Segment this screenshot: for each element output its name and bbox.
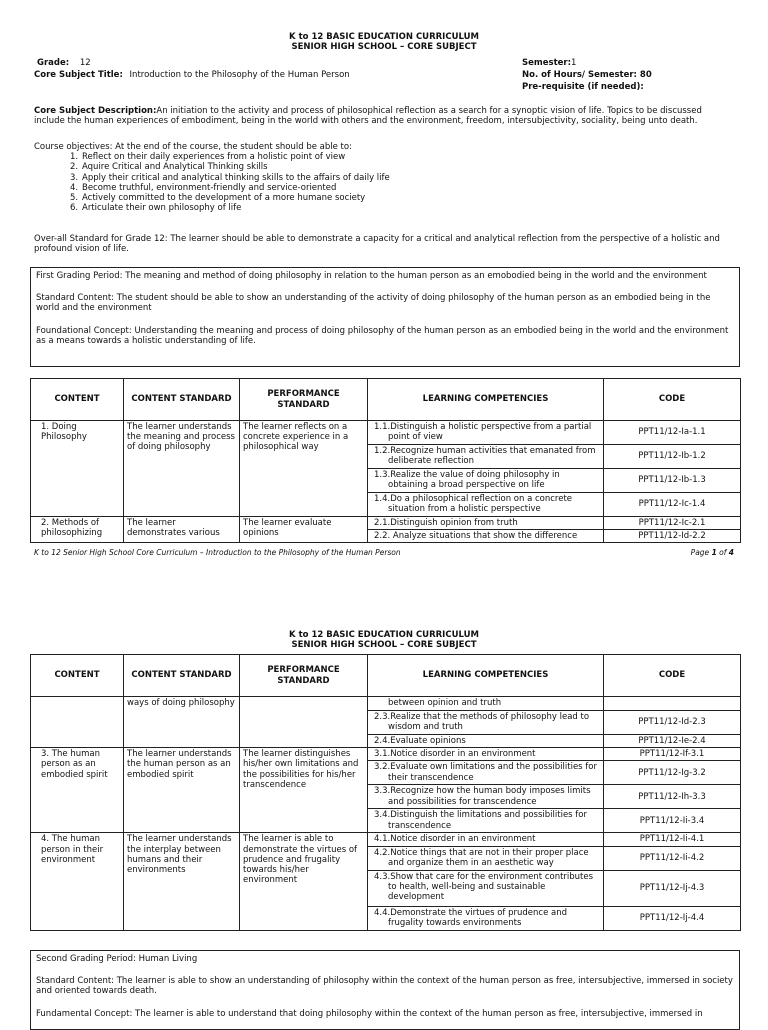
- learning-competency: 4.1.Notice disorder in an environment: [368, 833, 604, 846]
- header-learning-competencies: LEARNING COMPETENCIES: [368, 379, 604, 421]
- objectives-intro: Course objectives: At the end of the course, the student should be able to:: [34, 142, 352, 152]
- competency-code: [604, 697, 741, 711]
- description-text: An initiation to the activity and process of philosophical reflection as a search for a synoptic vision of life. Topics to be discussed include the human experiences of embodiment, being in the world with others and the environment, freedom, intersubjectivity, sociality, being unto death.: [34, 106, 702, 127]
- hours-value: 80: [639, 70, 652, 80]
- table-row: [31, 421, 741, 445]
- first-grading-box: [30, 267, 740, 367]
- table-header-row: [31, 379, 741, 421]
- page-footer-title: K to 12 Senior High School Core Curriculum – Introduction to the Philosophy of the Human Person: [34, 548, 401, 557]
- learning-competency: 2.4.Evaluate opinions: [368, 735, 604, 748]
- second-standard-content: Standard Content: The learner is able to show an understanding of philosophy within the context of the human person as free, intersubjective, immersed in society and oriented towards death.: [36, 976, 733, 997]
- semester-line: [522, 58, 576, 68]
- header-line-2: SENIOR HIGH SCHOOL – CORE SUBJECT: [291, 42, 477, 53]
- competency-table-page-2: [30, 654, 741, 931]
- row2-performance-standard: The learner evaluate opinions: [240, 517, 368, 543]
- competency-code: PPT11/12-Ib-1.2: [604, 445, 741, 469]
- competency-code: PPT11/12-Id-2.2: [604, 530, 741, 543]
- competency-code: PPT11/12-Ih-3.3: [604, 785, 741, 809]
- learning-competency: 2.2. Analyze situations that show the difference: [368, 530, 604, 543]
- learning-competency: 3.1.Notice disorder in an environment: [368, 748, 604, 761]
- page-gap: [0, 578, 768, 630]
- row2-content-standard: The learner demonstrates various: [124, 517, 240, 543]
- competency-code: PPT11/12-Ij-4.4: [604, 906, 741, 930]
- competency-code: PPT11/12-Ij-4.3: [604, 870, 741, 906]
- table-row: [31, 517, 741, 530]
- objectives-list: [34, 152, 734, 213]
- competency-table-page-1: [30, 378, 741, 543]
- header-performance-standard: PERFORMANCE STANDARD: [240, 655, 368, 697]
- title-value: Introduction to the Philosophy of the Human Person: [129, 70, 350, 80]
- header-line-1: K to 12 BASIC EDUCATION CURRICULUM: [289, 630, 479, 640]
- description-label: Core Subject Description:: [34, 106, 157, 116]
- learning-competency: 2.3.Realize that the methods of philosophy lead to wisdom and truth: [368, 711, 604, 735]
- core-subject-description: [34, 106, 734, 126]
- learning-competency: 1.1.Distinguish a holistic perspective from a partial point of view: [368, 421, 604, 445]
- cont-content-standard: ways of doing philosophy: [124, 697, 240, 748]
- learning-competency: 4.2.Notice things that are not in their proper place and organize them in an aesthetic way: [368, 846, 604, 870]
- competency-code: PPT11/12-Ic-2.1: [604, 517, 741, 530]
- competency-code: PPT11/12-Ii-4.2: [604, 846, 741, 870]
- objective-item: 5. Actively committed to the development of a more humane society: [70, 192, 366, 203]
- semester-value: 1: [571, 58, 577, 68]
- learning-competency: 3.4.Distinguish the limitations and possibilities for transcendence: [368, 809, 604, 833]
- objective-item: 2. Aquire Critical and Analytical Thinking skills: [70, 162, 268, 173]
- row1-content: 1. Doing Philosophy: [31, 421, 124, 517]
- row2-content: 2. Methods of philosophizing: [31, 517, 124, 543]
- hours-line: [522, 70, 652, 80]
- learning-competency: 2.1.Distinguish opinion from truth: [368, 517, 604, 530]
- row4-content-standard: The learner understands the interplay between humans and their environments: [124, 833, 240, 930]
- first-grading-period: First Grading Period: The meaning and method of doing philosophy in relation to the human person as an emobodied being in the world and the environment: [36, 271, 707, 281]
- curriculum-header-2: [0, 630, 768, 650]
- competency-code: PPT11/12-Ig-3.2: [604, 761, 741, 785]
- header-content: CONTENT: [31, 379, 124, 421]
- curriculum-header: [0, 32, 768, 52]
- title-label: Core Subject Title:: [34, 70, 123, 80]
- header-content-standard: CONTENT STANDARD: [124, 655, 240, 697]
- grade-label: Grade:: [37, 58, 70, 68]
- learning-competency: 4.3.Show that care for the environment contributes to health, well-being and sustainable development: [368, 870, 604, 906]
- table-row: [31, 748, 741, 761]
- row3-performance-standard: The learner distinguishes his/her own limitations and the possibilities for his/her transcendence: [240, 748, 368, 833]
- hours-label: No. of Hours/ Semester:: [522, 70, 637, 80]
- objective-item: 1. Reflect on their daily experiences from a holistic point of view: [70, 152, 346, 163]
- competency-code: PPT11/12-Id-2.3: [604, 711, 741, 735]
- grade-value: 12: [79, 58, 91, 68]
- semester-label: Semester:: [522, 58, 571, 68]
- header-line-1: K to 12 BASIC EDUCATION CURRICULUM: [289, 32, 479, 42]
- objective-item: 6. Articulate their own philosophy of life: [70, 203, 242, 214]
- table-row: [31, 833, 741, 846]
- objective-item: 3. Apply their critical and analytical thinking skills to the affairs of daily life: [70, 172, 390, 183]
- header-code: CODE: [604, 655, 741, 697]
- second-grading-period: Second Grading Period: Human Living: [36, 954, 198, 964]
- grade-line: [34, 58, 91, 68]
- cont-performance-standard: [240, 697, 368, 748]
- learning-competency: 1.4.Do a philosophical reflection on a concrete situation from a holistic perspective: [368, 493, 604, 517]
- objective-item: 4. Become truthful, environment-friendly and service-oriented: [70, 182, 337, 193]
- learning-competency: 4.4.Demonstrate the virtues of prudence and frugality towards environments: [368, 906, 604, 930]
- table-row: [31, 697, 741, 711]
- page-footer-number: Page 1 of 4: [690, 548, 734, 557]
- row4-content: 4. The human person in their environment: [31, 833, 124, 930]
- header-content-standard: CONTENT STANDARD: [124, 379, 240, 421]
- page-2: [0, 630, 768, 1024]
- row4-performance-standard: The learner is able to demonstrate the virtues of prudence and frugality towards his/her environment: [240, 833, 368, 930]
- second-fundamental-concept: Fundamental Concept: The learner is able to understand that doing philosophy within the context of the human person as free, intersubjective, immersed in: [36, 1008, 703, 1019]
- first-foundational-concept: Foundational Concept: Understanding the meaning and process of doing philosophy of the human person as an embodied being in the world and the environment as a means towards a holistic understanding of life.: [36, 325, 729, 346]
- learning-competency: 3.3.Recognize how the human body imposes limits and possibilities for transcendence: [368, 785, 604, 809]
- competency-code: PPT11/12-Ia-1.1: [604, 421, 741, 445]
- header-learning-competencies: LEARNING COMPETENCIES: [368, 655, 604, 697]
- competency-code: PPT11/12-Ii-3.4: [604, 809, 741, 833]
- row1-content-standard: The learner understands the meaning and process of doing philosophy: [124, 421, 240, 517]
- header-performance-standard: PERFORMANCE STANDARD: [240, 379, 368, 421]
- row1-performance-standard: The learner reflects on a concrete experience in a philosophical way: [240, 421, 368, 517]
- competency-code: PPT11/12-If-3.1: [604, 748, 741, 761]
- header-content: CONTENT: [31, 655, 124, 697]
- competency-code: PPT11/12-Ib-1.3: [604, 469, 741, 493]
- learning-competency: 1.2.Recognize human activities that emanated from deliberate reflection: [368, 445, 604, 469]
- learning-competency: 3.2.Evaluate own limitations and the possibilities for their transcendence: [368, 761, 604, 785]
- prereq-label: Pre-requisite (if needed):: [522, 82, 644, 92]
- learning-competency: between opinion and truth: [368, 697, 604, 711]
- course-objectives: [34, 142, 734, 213]
- row3-content-standard: The learner understands the human person as an embodied spirit: [124, 748, 240, 833]
- competency-code: PPT11/12-Ic-1.4: [604, 493, 741, 517]
- second-grading-box: [30, 950, 740, 1030]
- header-code: CODE: [604, 379, 741, 421]
- header-line-2: SENIOR HIGH SCHOOL – CORE SUBJECT: [291, 640, 477, 651]
- first-standard-content: Standard Content: The student should be able to show an understanding of the activity of doing philosophy of the human person as an embodied being in the world and the environment: [36, 293, 711, 314]
- row3-content: 3. The human person as an embodied spirit: [31, 748, 124, 833]
- overall-standard: Over-all Standard for Grade 12: The learner should be able to demonstrate a capacity for a critical and analytical reflection from the perspective of a holistic and profound vision of life.: [34, 234, 720, 255]
- competency-code: PPT11/12-Ii-4.1: [604, 833, 741, 846]
- competency-code: PPT11/12-Ie-2.4: [604, 735, 741, 748]
- learning-competency: 1.3.Realize the value of doing philosophy in obtaining a broad perspective on life: [368, 469, 604, 493]
- title-line: [34, 70, 350, 80]
- table-header-row: [31, 655, 741, 697]
- cont-content: [31, 697, 124, 748]
